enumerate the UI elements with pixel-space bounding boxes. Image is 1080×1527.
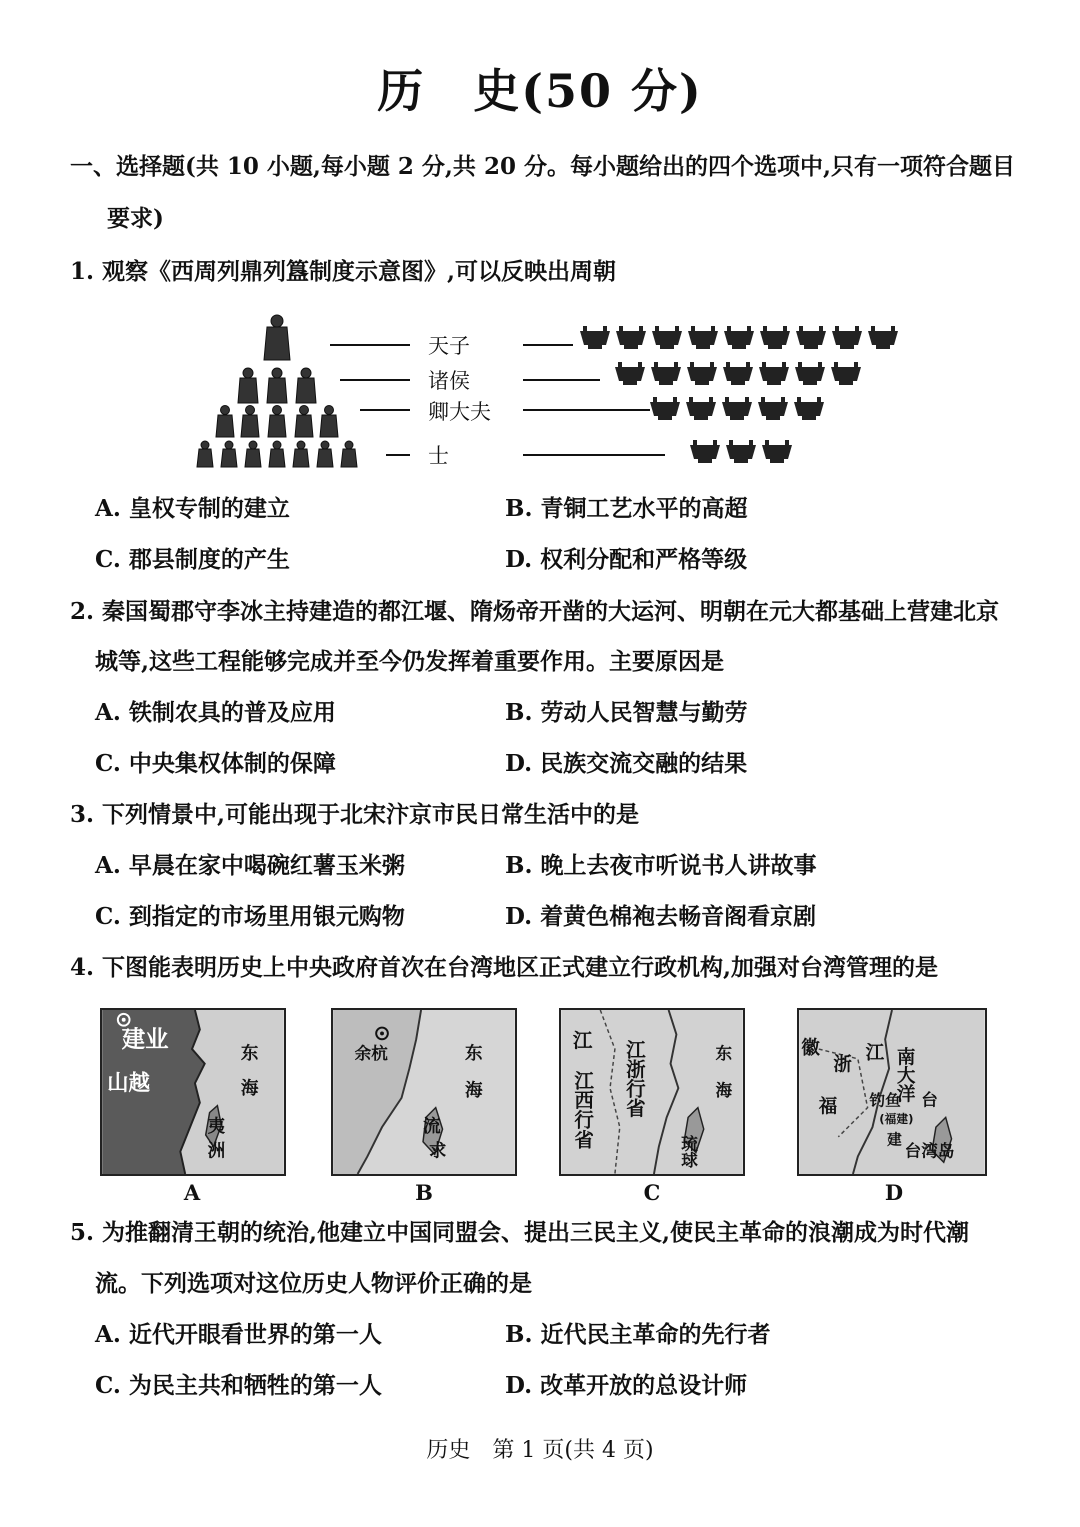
ding-vessel-icon <box>724 326 754 349</box>
svg-text:东: 东 <box>240 1043 259 1064</box>
q3-option-a[interactable]: A. 早晨在家中喝碗红薯玉米粥 <box>95 852 405 879</box>
ding-vessel-icon <box>760 326 790 349</box>
map-b-caption: B <box>415 1180 433 1205</box>
ding-vessel-icon <box>688 326 718 349</box>
svg-text:海: 海 <box>465 1080 483 1101</box>
ding-vessel-icon <box>796 326 826 349</box>
svg-text:江浙行省: 江浙行省 <box>622 1039 646 1118</box>
svg-text:洲: 洲 <box>207 1141 226 1162</box>
svg-text:余杭: 余杭 <box>354 1043 388 1063</box>
section-heading: 一、选择题(共 10 小题,每小题 2 分,共 20 分。每小题给出的四个选项中,只有一项符合题目 <box>70 153 1015 180</box>
svg-text:建: 建 <box>887 1131 902 1149</box>
ding-vessel-icon <box>794 397 824 420</box>
map-a[interactable] <box>100 1008 286 1176</box>
ding-vessel-icon <box>758 397 788 420</box>
ding-vessel-icon <box>795 362 825 385</box>
q1-option-b[interactable]: B. 青铜工艺水平的高超 <box>505 495 748 522</box>
q5-option-d[interactable]: D. 改革开放的总设计师 <box>505 1372 748 1399</box>
ding-vessel-icon <box>686 397 716 420</box>
ding-vessel-icon <box>722 397 752 420</box>
svg-text:琉球: 琉球 <box>678 1134 698 1169</box>
q3-option-b[interactable]: B. 晚上去夜市听说书人讲故事 <box>505 852 817 879</box>
ding-vessel-icon <box>616 326 646 349</box>
zhuhou-figures <box>238 368 316 403</box>
map-a-caption: A <box>183 1180 201 1205</box>
ding-vessel-icon <box>759 362 789 385</box>
tianzi-figure <box>264 315 290 360</box>
svg-text:台: 台 <box>921 1090 938 1110</box>
svg-text:江: 江 <box>572 1029 593 1053</box>
q1-option-a[interactable]: A. 皇权专制的建立 <box>95 495 290 522</box>
q2-option-a[interactable]: A. 铁制农具的普及应用 <box>95 699 336 726</box>
qingdafu-figures <box>216 406 338 438</box>
rank-label-zhuhou: 诸侯 <box>428 369 470 393</box>
q3-stem: 3. 下列情景中,可能出现于北宋汴京市民日常生活中的是 <box>70 801 640 828</box>
svg-text:海: 海 <box>715 1080 733 1100</box>
svg-text:东: 东 <box>715 1043 733 1063</box>
ding-vessel-icon <box>580 326 610 349</box>
q3-option-c[interactable]: C. 到指定的市场里用银元购物 <box>95 903 405 930</box>
svg-text:求: 求 <box>428 1141 447 1162</box>
map-d[interactable] <box>797 1008 987 1176</box>
map-b[interactable] <box>331 1008 517 1176</box>
rank-label-tianzi: 天子 <box>428 334 470 358</box>
svg-text:建业: 建业 <box>121 1025 169 1054</box>
svg-text:徽: 徽 <box>801 1037 820 1059</box>
q4-stem: 4. 下图能表明历史上中央政府首次在台湾地区正式建立行政机构,加强对台湾管理的是 <box>70 954 939 981</box>
svg-text:海: 海 <box>240 1078 259 1099</box>
svg-text:流: 流 <box>423 1117 441 1138</box>
svg-text:山越: 山越 <box>107 1071 151 1097</box>
rank-label-qingdafu: 卿大夫 <box>428 400 491 424</box>
figure-pyramid <box>197 315 357 467</box>
rank-label-shi: 士 <box>428 444 449 468</box>
q5-option-c[interactable]: C. 为民主共和牺牲的第一人 <box>95 1372 382 1399</box>
shi-figures <box>197 441 357 467</box>
q2-option-c[interactable]: C. 中央集权体制的保障 <box>95 750 336 777</box>
ding-vessel-icon <box>868 326 898 349</box>
svg-text:东: 东 <box>465 1043 483 1064</box>
ding-vessel-icon <box>687 362 717 385</box>
ding-vessel-icon <box>615 362 645 385</box>
q2-stem-line2: 城等,这些工程能够完成并至今仍发挥着重要作用。主要原因是 <box>95 648 725 675</box>
map-c-caption: C <box>643 1180 661 1205</box>
svg-text:江西行省: 江西行省 <box>571 1070 595 1149</box>
bronze-vessels <box>580 326 898 463</box>
map-c[interactable] <box>559 1008 745 1176</box>
svg-text:钓鱼: 钓鱼 <box>869 1091 901 1110</box>
ding-vessel-icon <box>723 362 753 385</box>
q5-option-a[interactable]: A. 近代开眼看世界的第一人 <box>95 1321 382 1348</box>
svg-text:(福建): (福建) <box>879 1112 914 1127</box>
map-d-caption: D <box>884 1180 904 1205</box>
svg-text:南大洋: 南大洋 <box>894 1047 916 1103</box>
q1-option-d[interactable]: D. 权利分配和严格等级 <box>505 546 748 573</box>
section-heading-cont: 要求) <box>107 205 164 232</box>
page-title: 历 史(50 分) <box>377 64 703 118</box>
q1-stem: 1. 观察《西周列鼎列簋制度示意图》,可以反映出周朝 <box>70 258 617 285</box>
ding-vessel-icon <box>762 440 792 463</box>
q5-stem-line1: 5. 为推翻清王朝的统治,他建立中国同盟会、提出三民主义,使民主革命的浪潮成为时代潮 <box>70 1219 970 1246</box>
q2-option-b[interactable]: B. 劳动人民智慧与勤劳 <box>505 699 748 726</box>
ding-vessel-icon <box>726 440 756 463</box>
q2-option-d[interactable]: D. 民族交流交融的结果 <box>505 750 748 777</box>
ding-vessel-icon <box>690 440 720 463</box>
page-footer: 历史 第 1 页(共 4 页) <box>426 1438 654 1463</box>
ding-vessel-icon <box>831 362 861 385</box>
svg-text:夷: 夷 <box>207 1117 226 1138</box>
svg-text:台湾岛: 台湾岛 <box>904 1141 955 1161</box>
q5-option-b[interactable]: B. 近代民主革命的先行者 <box>505 1321 771 1348</box>
ding-vessel-icon <box>650 397 680 420</box>
q3-option-d[interactable]: D. 着黄色棉袍去畅音阁看京剧 <box>505 903 817 930</box>
q1-option-c[interactable]: C. 郡县制度的产生 <box>95 546 290 573</box>
ding-vessel-icon <box>652 326 682 349</box>
svg-text:江: 江 <box>865 1042 885 1064</box>
svg-text:福: 福 <box>818 1096 838 1118</box>
ding-gui-diagram <box>190 305 910 480</box>
ding-vessel-icon <box>651 362 681 385</box>
svg-text:浙: 浙 <box>833 1054 852 1076</box>
ding-vessel-icon <box>832 326 862 349</box>
q5-stem-line2: 流。下列选项对这位历史人物评价正确的是 <box>95 1270 532 1297</box>
q2-stem-line1: 2. 秦国蜀郡守李冰主持建造的都江堰、隋炀帝开凿的大运河、明朝在元大都基础上营建北京 <box>70 598 1000 625</box>
